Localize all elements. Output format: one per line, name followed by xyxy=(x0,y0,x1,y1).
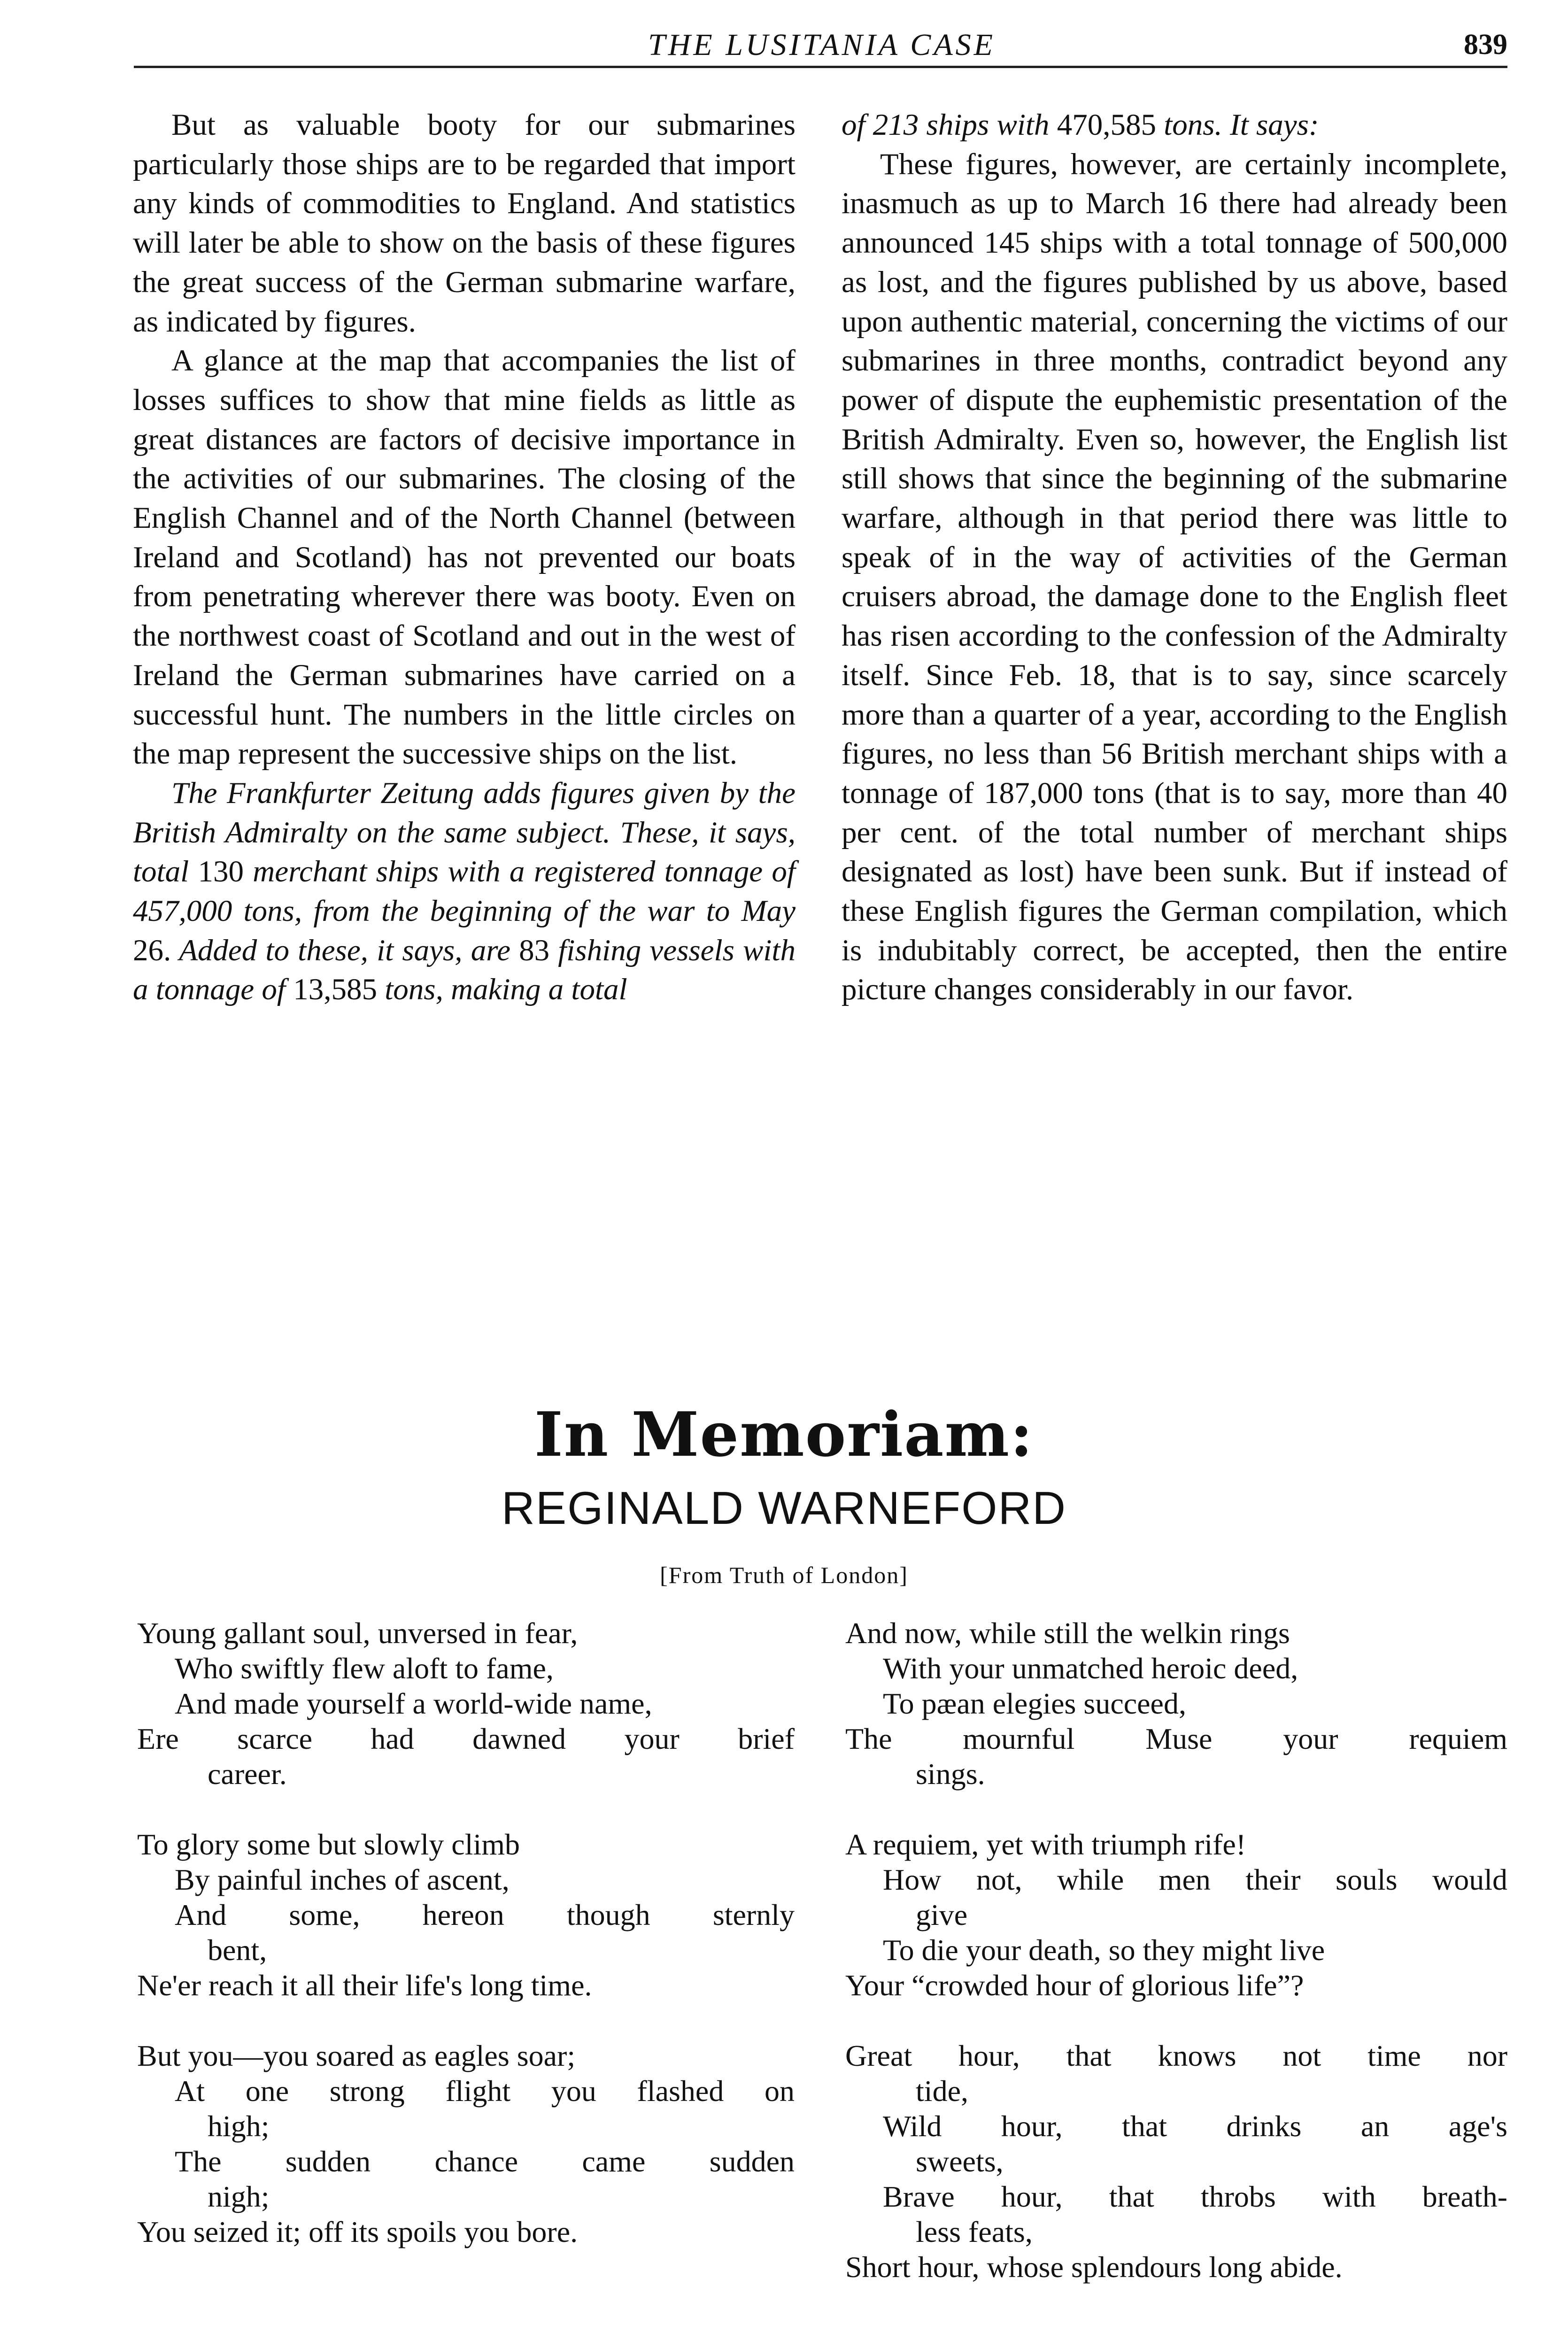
poem-line: And some, hereon though sternly xyxy=(175,1898,795,1931)
italic-text: The Frankfurter Zeitung adds figures given by the British Admiralty on the same subject. These, it says, total xyxy=(133,776,796,889)
poem-line: career. xyxy=(208,1757,287,1791)
poem-line: bent, xyxy=(208,1933,267,1967)
poem-line: Short hour, whose splendours long abide. xyxy=(845,2250,1343,2284)
poem-line: The sudden chance came sudden xyxy=(175,2145,795,2178)
poem-stanza xyxy=(137,1827,795,2003)
poem-line: But you—you soared as eagles soar; xyxy=(137,2039,576,2072)
figure-value: 470,585 xyxy=(1057,108,1156,142)
article-paragraph: These figures, however, are certainly incomplete, inasmuch as up to March 16 there had already been announced 145 ships with a total tonnage of 500,000 as lost, and the figures published by us above, based upon authentic material, concerning the victims of our submarines in three months, contradict beyond any power of dispute the euphemistic presentation of the British Admiralty. Even so, however, the English list still shows that since the beginning of the submarine warfare, although in that period there was little to speak of in the way of activities of the German cruisers abroad, the damage done to the English fleet has risen according to the confession of the Admiralty itself. Since Feb. 18, that is to say, since scarcely more than a quarter of a year, according to the English figures, no less than 56 British merchant ships with a tonnage of 187,000 tons (that is to say, more than 40 per cent. of the total number of merchant ships designated as lost) have been sunk. But if instead of these English figures the German compilation, which is indubitably correct, be accepted, then the entire picture changes considerably in our favor. xyxy=(842,147,1507,1007)
poem-line: And made yourself a world-wide name, xyxy=(175,1687,652,1720)
poem-line: high; xyxy=(208,2109,270,2143)
poem-line: How not, while men their souls would xyxy=(883,1863,1507,1896)
poem-right-column xyxy=(845,1615,1507,2320)
poem-line: Young gallant soul, unversed in fear, xyxy=(137,1616,578,1650)
italic-text: fishing vessels with a tonnage of xyxy=(133,933,796,1007)
poem-line: tide, xyxy=(916,2074,968,2108)
poem-line: With your unmatched heroic deed, xyxy=(883,1652,1298,1685)
poem-line: To glory some but slowly climb xyxy=(137,1828,520,1861)
figure-value: 130 xyxy=(198,855,244,889)
poem-line: Your “crowded hour of glorious life”? xyxy=(845,1969,1304,2002)
poem-stanza xyxy=(137,1615,795,1792)
article-continuation xyxy=(842,106,1507,145)
italic-text: tons, making a total xyxy=(377,973,627,1007)
article-right-column xyxy=(842,106,1507,1010)
poem-line: Ere scarce had dawned your brief xyxy=(137,1722,795,1755)
poem-line: sweets, xyxy=(916,2145,1004,2178)
figure-value: 26. xyxy=(133,933,171,967)
running-header xyxy=(136,27,1507,84)
poem-stanza xyxy=(845,2038,1507,2285)
poem-line: A requiem, yet with triumph rife! xyxy=(845,1828,1246,1861)
article-paragraph-italic xyxy=(133,774,796,1010)
poem-line: sings. xyxy=(916,1757,985,1791)
italic-text: merchant ships with a registered tonnage of 457,000 tons, from the beginning of the war to May xyxy=(133,855,796,928)
poem-source: [From Truth of London] xyxy=(660,1562,908,1588)
italic-text: Added to these, it says, are xyxy=(171,933,519,967)
header-rule xyxy=(134,66,1507,68)
poem-line: give xyxy=(916,1898,968,1931)
italic-text: tons. It says: xyxy=(1156,108,1319,142)
poem-line: Great hour, that knows not time nor xyxy=(845,2039,1507,2072)
poem-stanza xyxy=(845,1615,1507,1792)
poem-line: At one strong flight you flashed on xyxy=(175,2074,795,2108)
poem-line: To pæan elegies succeed, xyxy=(883,1687,1186,1720)
italic-text: of 213 ships with xyxy=(842,108,1057,142)
poem-line: Who swiftly flew aloft to fame, xyxy=(175,1652,554,1685)
figure-value: 13,585 xyxy=(293,973,377,1007)
page-number: 839 xyxy=(1464,29,1507,61)
poem-line: less feats, xyxy=(916,2215,1033,2248)
poem-line: nigh; xyxy=(208,2180,270,2213)
poem-line: Ne'er reach it all their life's long time. xyxy=(137,1969,592,2002)
poem-title: REGINALD WARNEFORD xyxy=(501,1482,1066,1534)
figure-value: 83 xyxy=(519,933,550,967)
poem-line: You seized it; off its spoils you bore. xyxy=(137,2215,578,2248)
poem-line: By painful inches of ascent, xyxy=(175,1863,510,1896)
article-paragraph: But as valuable booty for our submarines particularly those ships are to be regarded that import any kinds of commodities to England. And statistics will later be able to show on the basis of these figures the great success of the German submarine warfare, as indicated by figures. xyxy=(133,108,796,339)
running-title: THE LUSITANIA CASE xyxy=(648,28,996,62)
poem-line: And now, while still the welkin rings xyxy=(845,1616,1290,1650)
poem-stanza xyxy=(137,2038,795,2249)
article-paragraph: A glance at the map that accompanies the list of losses suffices to show that mine fields as little as great distances are factors of decisive importance in the activities of our submarines. The closing of the English Channel and of the North Channel (between Ireland and Scotland) has not prevented our boats from penetrating wherever there was booty. Even on the northwest coast of Scotland and out in the west of Ireland the German submarines have carried on a successful hunt. The numbers in the little circles on the map represent the successive ships on the list. xyxy=(133,344,796,771)
article-left-column xyxy=(133,106,796,1010)
poem-stanza xyxy=(845,1827,1507,2003)
poem-line: To die your death, so they might live xyxy=(883,1933,1325,1967)
memoriam-heading: In Memoriam: xyxy=(534,1398,1034,1470)
poem-line: Wild hour, that drinks an age's xyxy=(883,2109,1507,2143)
poem-line: Brave hour, that throbs with breath- xyxy=(883,2180,1507,2213)
poem-left-column xyxy=(137,1615,795,2285)
poem-line: The mournful Muse your requiem xyxy=(845,1722,1507,1755)
